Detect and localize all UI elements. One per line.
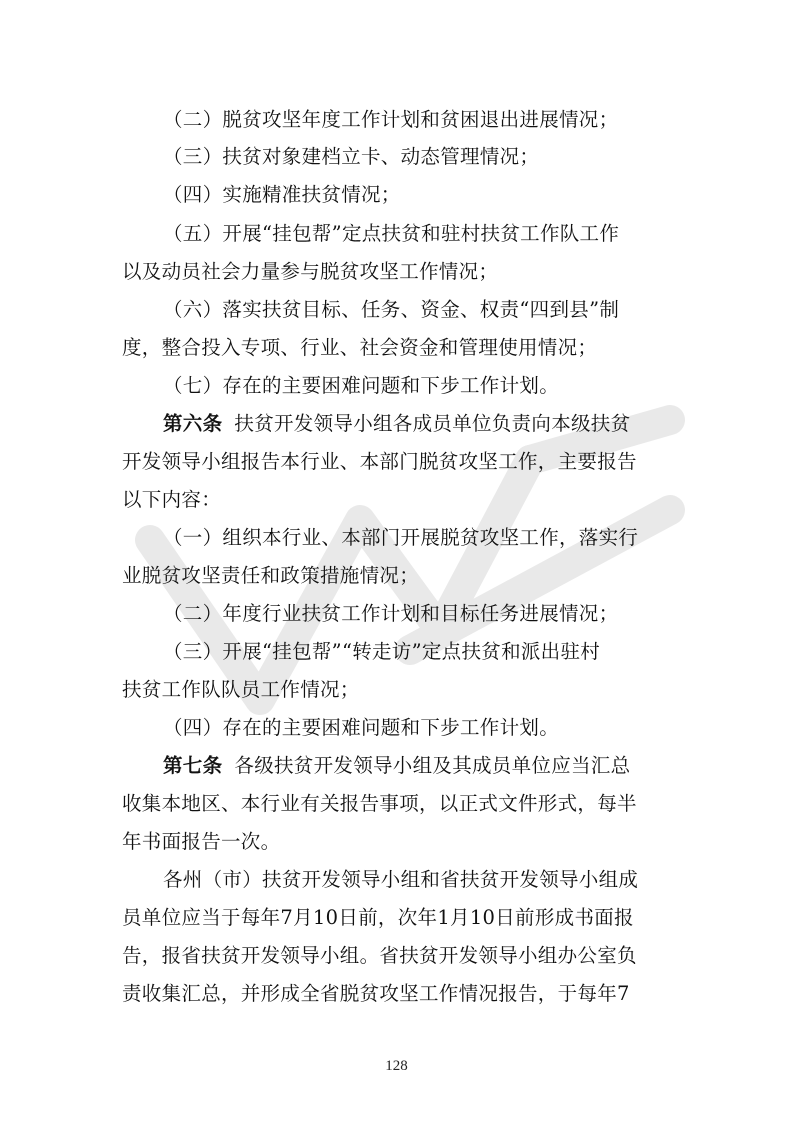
article-7-label: 第七条 — [163, 754, 223, 777]
text-line-19: 收集本地区、本行业有关报告事项，以正式文件形式，每半 — [122, 792, 637, 815]
article-6-first-line — [122, 412, 674, 436]
text-line-20: 年书面报告一次。 — [122, 830, 281, 853]
text-line-8: （七）存在的主要困难问题和下步工作计划。 — [163, 374, 560, 397]
text-line-16: 扶贫工作队队员工作情况； — [122, 678, 360, 701]
text-line-9: 扶贫开发领导小组各成员单位负责向本级扶贫 — [234, 412, 631, 435]
text-line-3: （四）实施精准扶贫情况； — [163, 183, 401, 206]
page-number: 128 — [385, 1058, 408, 1074]
text-line-12: （一）组织本行业、本部门开展脱贫攻坚工作，落实行 — [163, 526, 639, 549]
text-line-15: （三）开展“挂包帮”“转走访”定点扶贫和派出驻村 — [163, 640, 601, 663]
text-line-4: （五）开展“挂包帮”定点扶贫和驻村扶贫工作队工作 — [163, 222, 620, 245]
text-line-2: （三）扶贫对象建档立卡、动态管理情况； — [163, 145, 540, 168]
article-6-label: 第六条 — [163, 412, 223, 435]
text-line-21: 各州（市）扶贫开发领导小组和省扶贫开发领导小组成 — [163, 868, 639, 891]
text-line-13: 业脱贫攻坚责任和政策措施情况； — [122, 564, 420, 587]
text-line-10: 开发领导小组报告本行业、本部门脱贫攻坚工作，主要报告 — [122, 450, 637, 473]
text-line-5: 以及动员社会力量参与脱贫攻坚工作情况； — [122, 260, 499, 283]
text-line-24: 责收集汇总，并形成全省脱贫攻坚工作情况报告，于每年7 — [122, 982, 630, 1005]
text-line-7: 度，整合投入专项、行业、社会资金和管理使用情况； — [122, 336, 598, 359]
text-line-17: （四）存在的主要困难问题和下步工作计划。 — [163, 716, 560, 739]
text-line-11: 以下内容： — [122, 488, 222, 511]
article-7-first-line — [122, 754, 674, 778]
text-line-18: 各级扶贫开发领导小组及其成员单位应当汇总 — [234, 754, 631, 777]
text-line-6: （六）落实扶贫目标、任务、资金、权责“四到县”制 — [163, 298, 620, 321]
text-line-1: （二）脱贫攻坚年度工作计划和贫困退出进展情况； — [163, 108, 619, 131]
text-line-23: 告，报省扶贫开发领导小组。省扶贫开发领导小组办公室负 — [122, 944, 637, 967]
text-line-22: 员单位应当于每年7月10日前，次年1月10日前形成书面报 — [122, 906, 634, 929]
text-line-14: （二）年度行业扶贫工作计划和目标任务进展情况； — [163, 602, 619, 625]
